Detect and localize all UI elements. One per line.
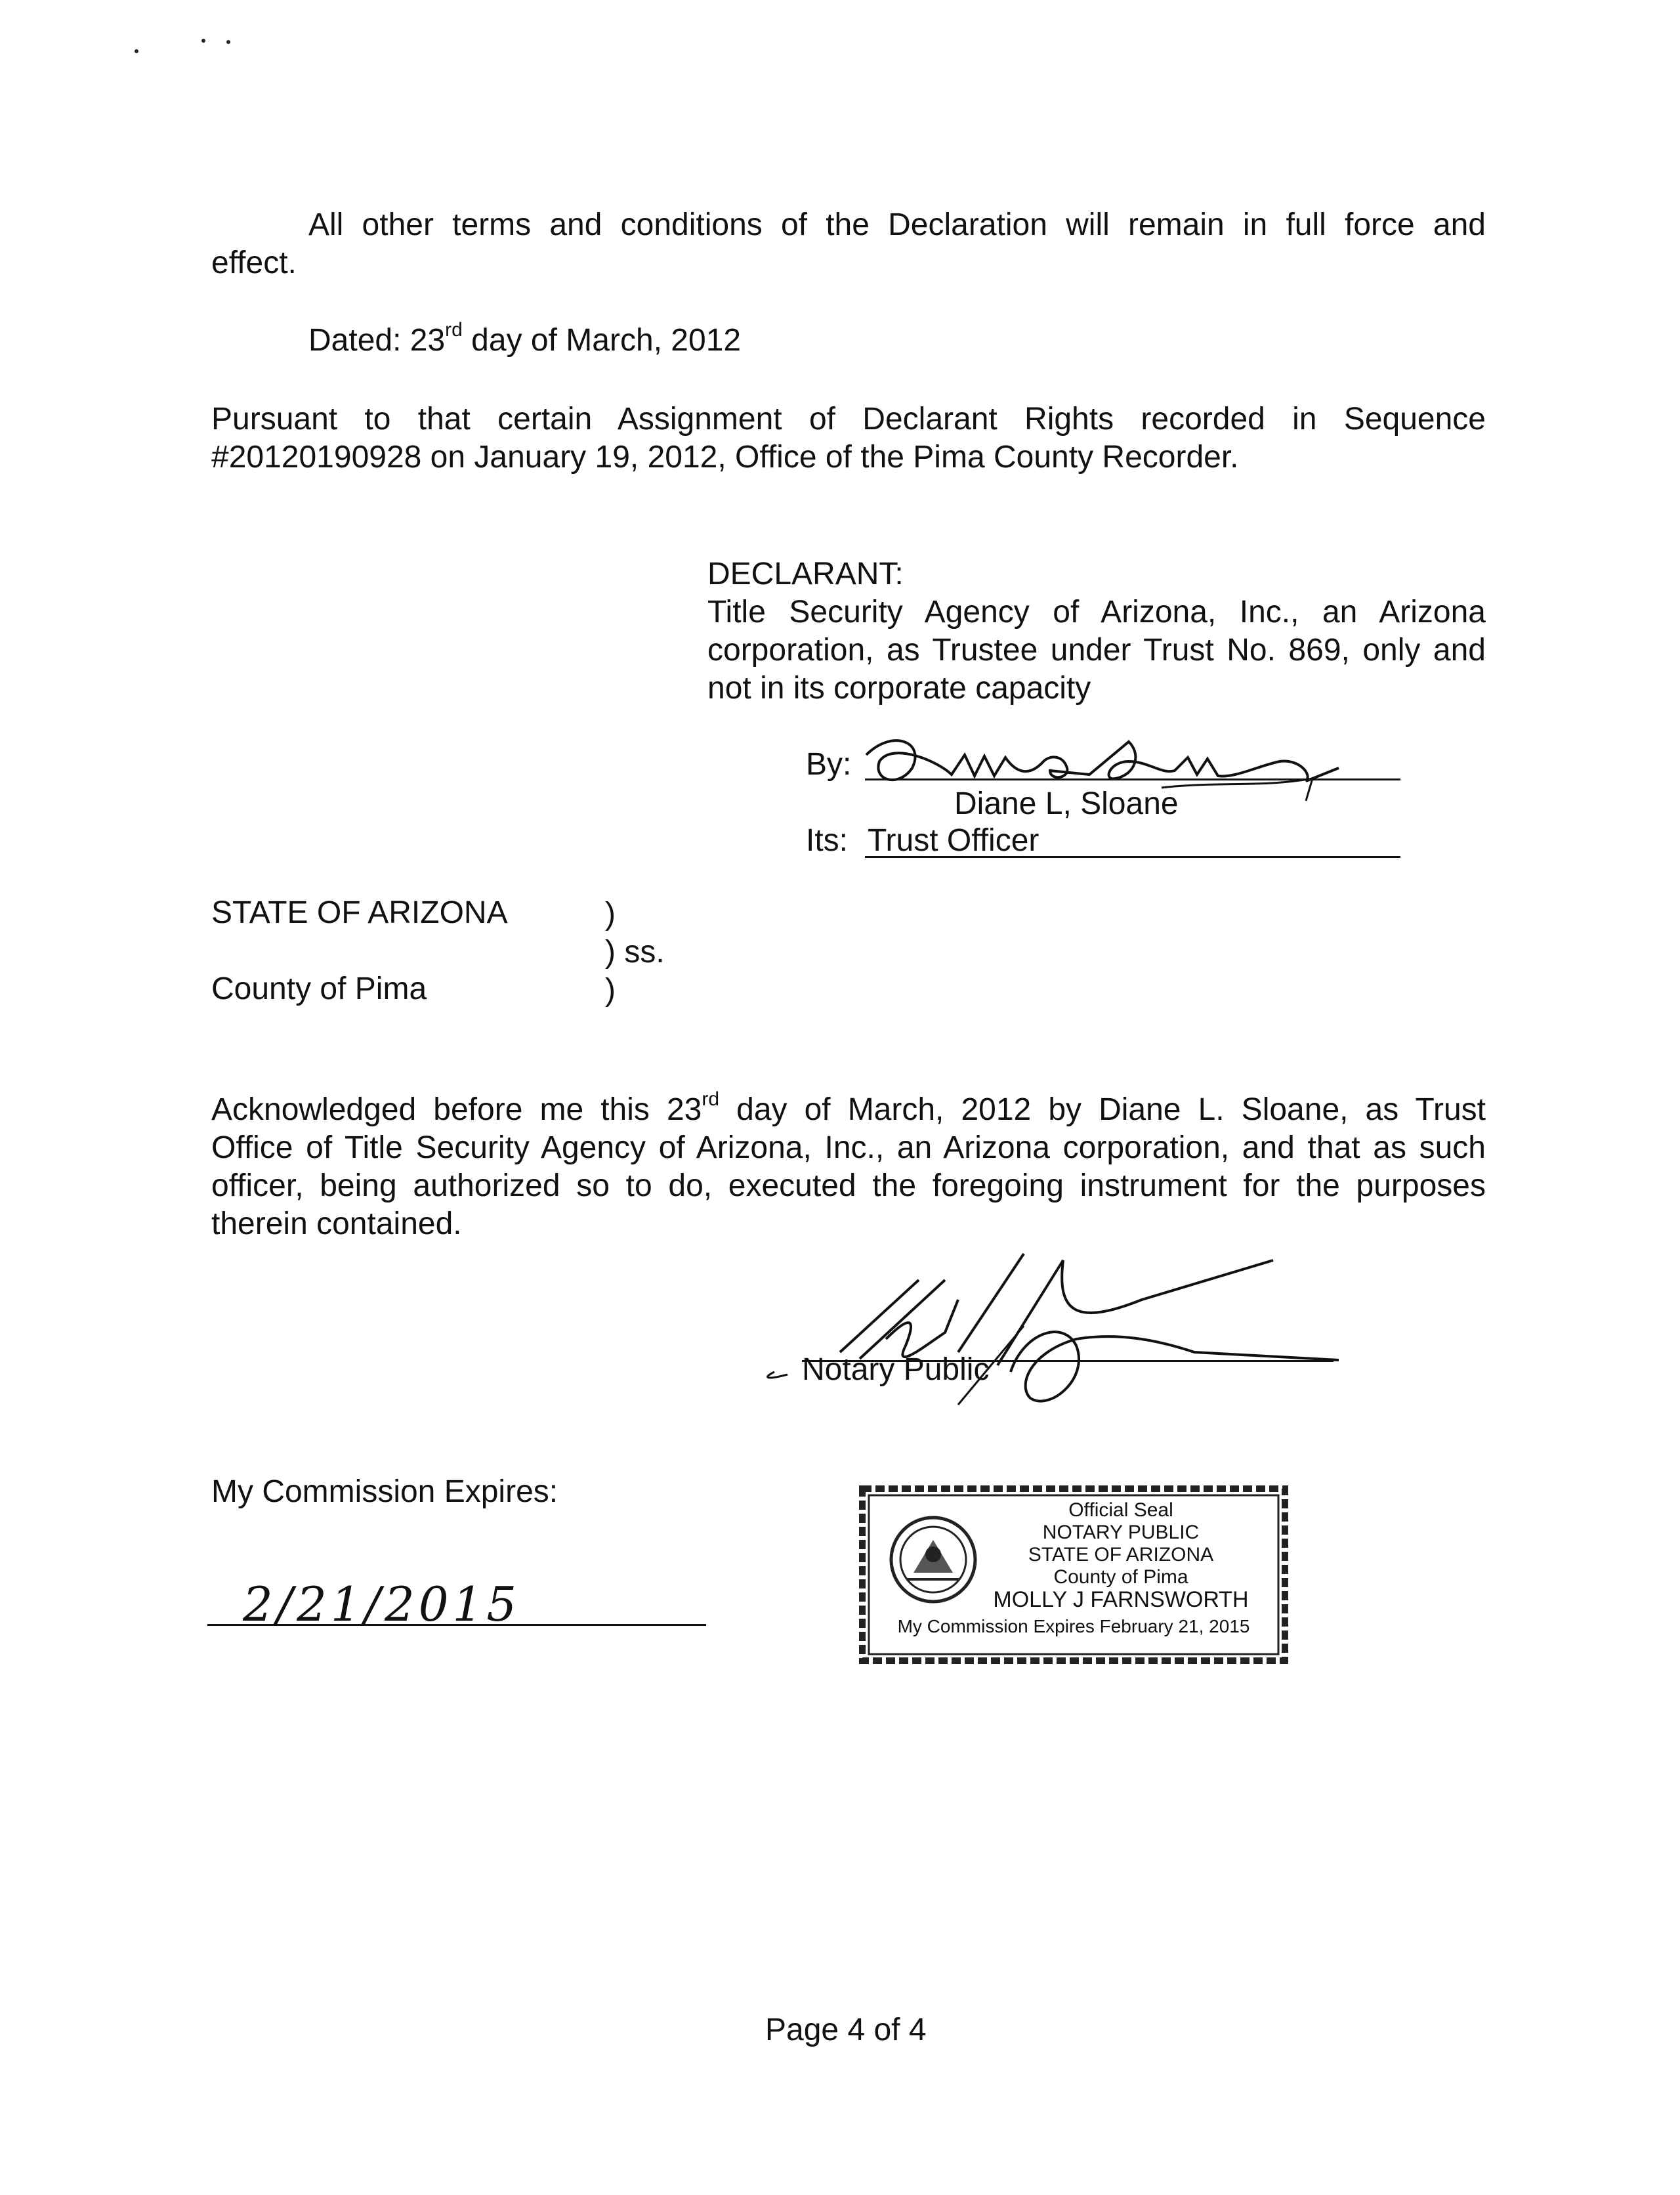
- pursuant-line2: #20120190928 on January 19, 2012, Office of the Pima County Recorder.: [211, 440, 1239, 475]
- dated-suffix: day of March, 2012: [462, 323, 742, 358]
- seal-official: Official Seal: [1068, 1499, 1173, 1521]
- seal-commission-expires: My Commission Expires February 21, 2015: [897, 1616, 1250, 1636]
- arizona-state-seal-icon: [887, 1514, 979, 1606]
- acknowledgment-line1: [211, 1088, 1486, 1129]
- pursuant-line1: Pursuant to that certain Assignment of Declarant Rights recorded in Sequence: [211, 402, 1486, 437]
- venue-paren-3: ): [605, 973, 616, 1008]
- ack-suffix: day of March, 2012 by Diane L. Sloane, as Trust: [719, 1092, 1486, 1127]
- declarant-line2: corporation, as Trustee under Trust No. 869, only and: [707, 633, 1486, 668]
- venue-paren-1: ): [605, 897, 616, 931]
- declarant-heading: DECLARANT:: [707, 557, 904, 591]
- by-label: By:: [806, 747, 852, 782]
- seal-state: STATE OF ARIZONA: [1028, 1544, 1214, 1566]
- notary-public-label: Notary Public: [802, 1352, 990, 1387]
- paragraph-terms-line1: All other terms and conditions of the Declaration will remain in full force and: [308, 207, 1486, 242]
- signer-name: Diane L, Sloane: [954, 786, 1179, 821]
- declarant-line1: Title Security Agency of Arizona, Inc., an Arizona: [707, 595, 1486, 629]
- page-number: Page 4 of 4: [765, 2013, 927, 2047]
- its-label: Its:: [806, 823, 849, 858]
- acknowledgment-line4: therein contained.: [211, 1206, 462, 1241]
- commission-label: My Commission Expires:: [211, 1474, 558, 1509]
- venue-county: County of Pima: [211, 971, 427, 1006]
- dated-line: [308, 319, 742, 360]
- seal-notary-public: NOTARY PUBLIC: [1042, 1522, 1200, 1543]
- notary-seal: [858, 1485, 1289, 1665]
- dated-prefix: Dated: 23: [308, 323, 446, 358]
- seal-notary-name: MOLLY J FARNSWORTH: [993, 1587, 1249, 1612]
- dated-ordinal: rd: [445, 319, 463, 341]
- commission-date-line: [207, 1624, 706, 1626]
- acknowledgment-line2: Office of Title Security Agency of Arizona, Inc., an Arizona corporation, and that as such: [211, 1130, 1486, 1165]
- declarant-line3: not in its corporate capacity: [707, 671, 1091, 706]
- paragraph-terms-line2: effect.: [211, 245, 297, 280]
- its-line: [865, 856, 1400, 858]
- venue-state: STATE OF ARIZONA: [211, 895, 508, 930]
- acknowledgment-line3: officer, being authorized so to do, executed the foregoing instrument for the purposes: [211, 1168, 1486, 1203]
- scan-specks: [118, 26, 249, 66]
- seal-county: County of Pima: [1053, 1566, 1188, 1588]
- its-value: Trust Officer: [868, 823, 1040, 858]
- venue-paren-ss: ) ss.: [605, 935, 665, 970]
- ack-ordinal: rd: [702, 1088, 720, 1110]
- signature-notary: [748, 1214, 1352, 1438]
- commission-handwritten-date: 2/21/2015: [243, 1577, 521, 1632]
- ack-prefix: Acknowledged before me this 23: [211, 1092, 702, 1127]
